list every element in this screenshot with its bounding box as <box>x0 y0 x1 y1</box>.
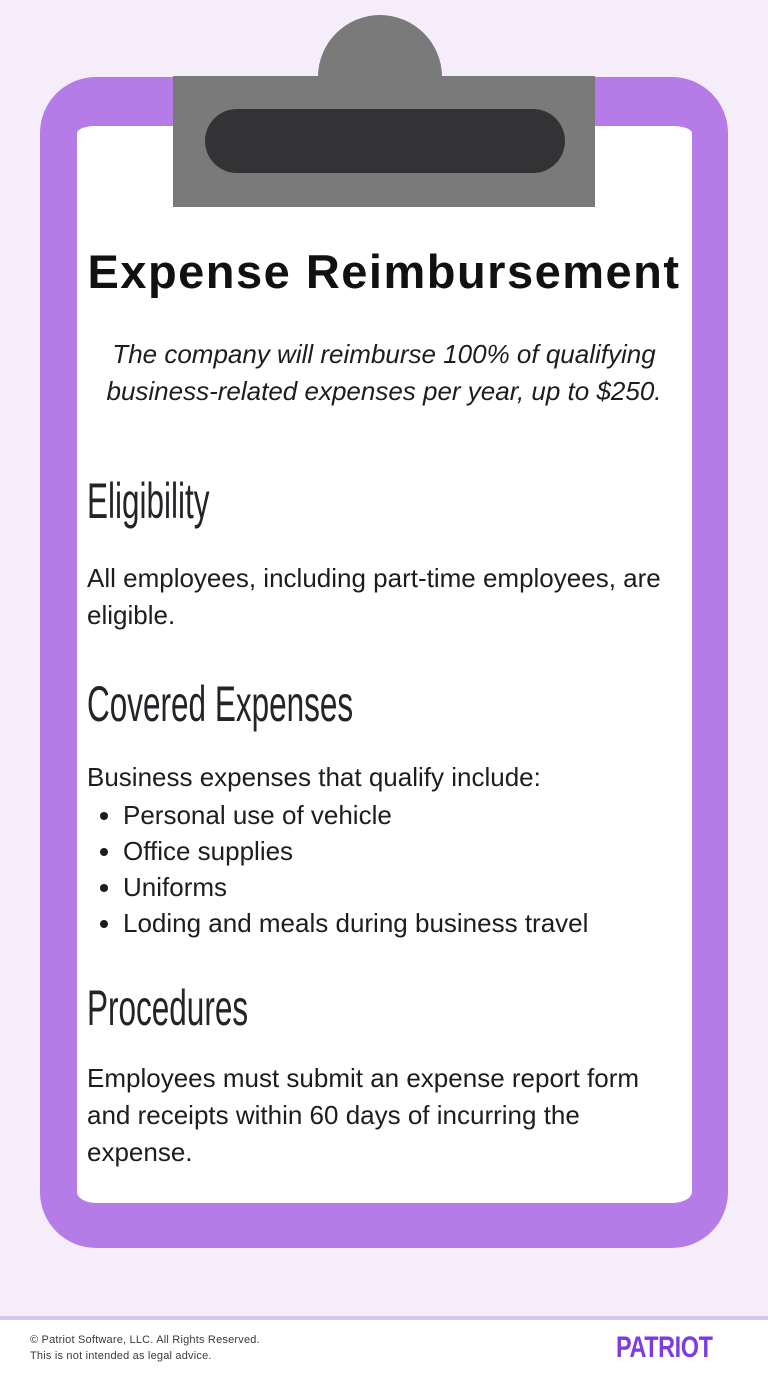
list-item: • Personal use of vehicle <box>123 797 703 833</box>
policy-title: Expense Reimbursement <box>87 245 681 298</box>
clipboard-clip-bar-icon <box>205 109 565 173</box>
section-heading-covered-expenses: Covered Expenses <box>87 676 354 732</box>
policy-summary: The company will reimburse 100% of qualifying business-related expenses per year, up to $250. <box>106 339 662 406</box>
disclaimer-text: This is not intended as legal advice. <box>30 1350 212 1362</box>
patriot-logo: PATRIOT <box>616 1331 713 1364</box>
section-body-eligibility: All employees, including part-time employees, are eligible. <box>87 563 661 630</box>
section-body-procedures: Employees must submit an expense report form and receipts within 60 days of incurring the expense. <box>87 1063 640 1167</box>
list-item: • Office supplies <box>123 833 703 869</box>
list-item: • Loding and meals during business travel <box>123 905 703 941</box>
list-item: • Uniforms <box>123 869 703 905</box>
section-heading-procedures: Procedures <box>87 980 249 1036</box>
copyright-text: © Patriot Software, LLC. All Rights Reserved. <box>30 1334 260 1346</box>
section-heading-eligibility: Eligibility <box>87 473 210 529</box>
covered-expenses-list <box>87 797 703 941</box>
footer-legal-text <box>30 1332 260 1364</box>
section-body-covered-expenses: Business expenses that qualify include: <box>87 762 541 792</box>
